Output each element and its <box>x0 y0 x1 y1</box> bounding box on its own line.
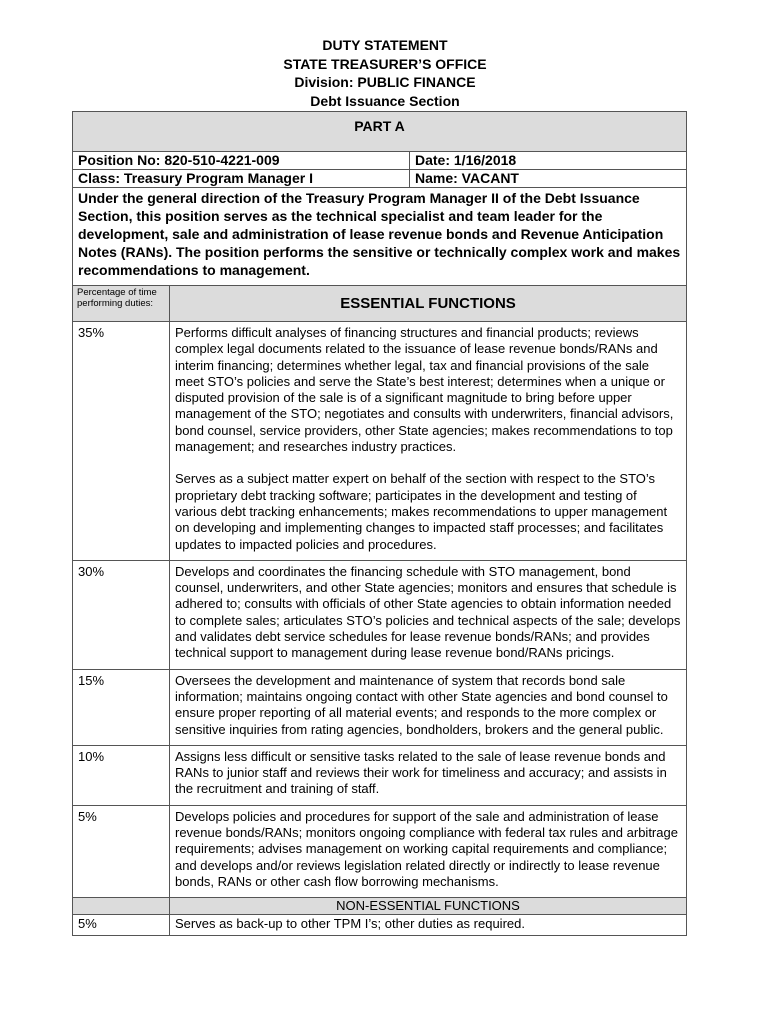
nonessential-percent: 5% <box>73 915 170 936</box>
duty-row <box>73 805 687 897</box>
duty-paragraph: Develops and coordinates the financing schedule with STO management, bond counsel, underwriters, and other State agencies; monitors and ensures that schedule is adhered to; consults with officials of other State agencies to obtain information needed to complete sales; articulates STO’s policies and technical aspects of the sale; develops and validates debt service schedules for lease revenue bonds/RANs; and provides technical support to management during lease revenue bond/RANs pricings. <box>175 563 681 661</box>
duty-row <box>73 669 687 745</box>
nonessential-label-spacer <box>73 898 170 915</box>
duty-paragraph: Oversees the development and maintenance of system that records bond sale information; maintains ongoing contact with other State agencies and bond counsel to ensure proper reporting of all material events; and responds to the more complex or sensitive inquiries from rating agencies, bondholders, brokers and the general public. <box>175 672 668 737</box>
header-title: DUTY STATEMENT <box>322 37 448 53</box>
nonessential-description: Serves as back-up to other TPM I’s; other duties as required. <box>170 915 687 936</box>
position-number: Position No: 820-510-4221-009 <box>73 152 410 170</box>
duty-paragraph: Performs difficult analyses of financing structures and financial products; reviews complex legal documents related to the issuance of lease revenue bonds/RANs and interim financing; determines whether legal, tax and financial provisions of the sale meet STO’s policies and serve the State’s best interest; determines when a unique or disputed provision of the sale is of a significant magnitude to bring before upper management of the STO; negotiates and consults with underwriters, financial advisors, bond counsel, service providers, other State agencies; makes recommendations to top management; and researches industry practices. <box>175 325 674 455</box>
essential-functions-heading: ESSENTIAL FUNCTIONS <box>170 286 687 322</box>
position-class: Class: Treasury Program Manager I <box>73 170 410 188</box>
percentage-column-label: Percentage of time performing duties: <box>73 286 170 322</box>
duty-percent: 30% <box>73 560 170 669</box>
nonessential-functions-heading: NON-ESSENTIAL FUNCTIONS <box>170 898 687 915</box>
document-header <box>0 36 770 110</box>
duty-percent: 10% <box>73 745 170 805</box>
duty-percent: 15% <box>73 669 170 745</box>
duty-percent: 5% <box>73 805 170 897</box>
duty-description <box>170 669 687 745</box>
duty-description <box>170 322 687 561</box>
duty-row <box>73 745 687 805</box>
duty-percent: 35% <box>73 322 170 561</box>
duty-paragraph: Serves as a subject matter expert on behalf of the section with respect to the STO’s proprietary debt tracking software; participates in the development and testing of various debt tracking enhancements; makes recommendations to upper management on developing and implementing changes to impacted staff processes; and facilitates updates to impacted policies and procedures. <box>175 471 668 552</box>
duty-paragraph: Assigns less difficult or sensitive tasks related to the sale of lease revenue bonds and RANs to junior staff and reviews their work for timeliness and accuracy; and assists in the recruitment and training of staff. <box>175 748 667 797</box>
duty-statement-table <box>72 111 687 936</box>
position-summary: Under the general direction of the Treasury Program Manager II of the Debt Issuance Section, this position serves as the technical specialist and team leader for the development, sale and administration of lease revenue bonds and Revenue Anticipation Notes (RANs). The position performs the sensitive or technically complex work and makes recommendations to management. <box>73 188 687 286</box>
header-section: Debt Issuance Section <box>310 92 460 109</box>
duty-description <box>170 745 687 805</box>
header-division: Division: PUBLIC FINANCE <box>294 74 476 90</box>
statement-date: Date: 1/16/2018 <box>410 152 687 170</box>
duty-row <box>73 560 687 669</box>
nonessential-row <box>73 915 687 936</box>
duty-description <box>170 805 687 897</box>
part-a-heading: PART A <box>73 112 687 152</box>
duty-paragraph: Develops policies and procedures for support of the sale and administration of lease revenue bonds/RANs; monitors ongoing compliance with federal tax rules and arbitrage requirements; advises management on working capital requirements and compliance; and develops and/or reviews legislation related directly or indirectly to lease revenue bonds, RANs or other cash flow borrowing mechanisms. <box>175 808 678 889</box>
duty-description <box>170 560 687 669</box>
header-office: STATE TREASURER’S OFFICE <box>283 55 487 72</box>
incumbent-name: Name: VACANT <box>410 170 687 188</box>
duty-row <box>73 322 687 561</box>
